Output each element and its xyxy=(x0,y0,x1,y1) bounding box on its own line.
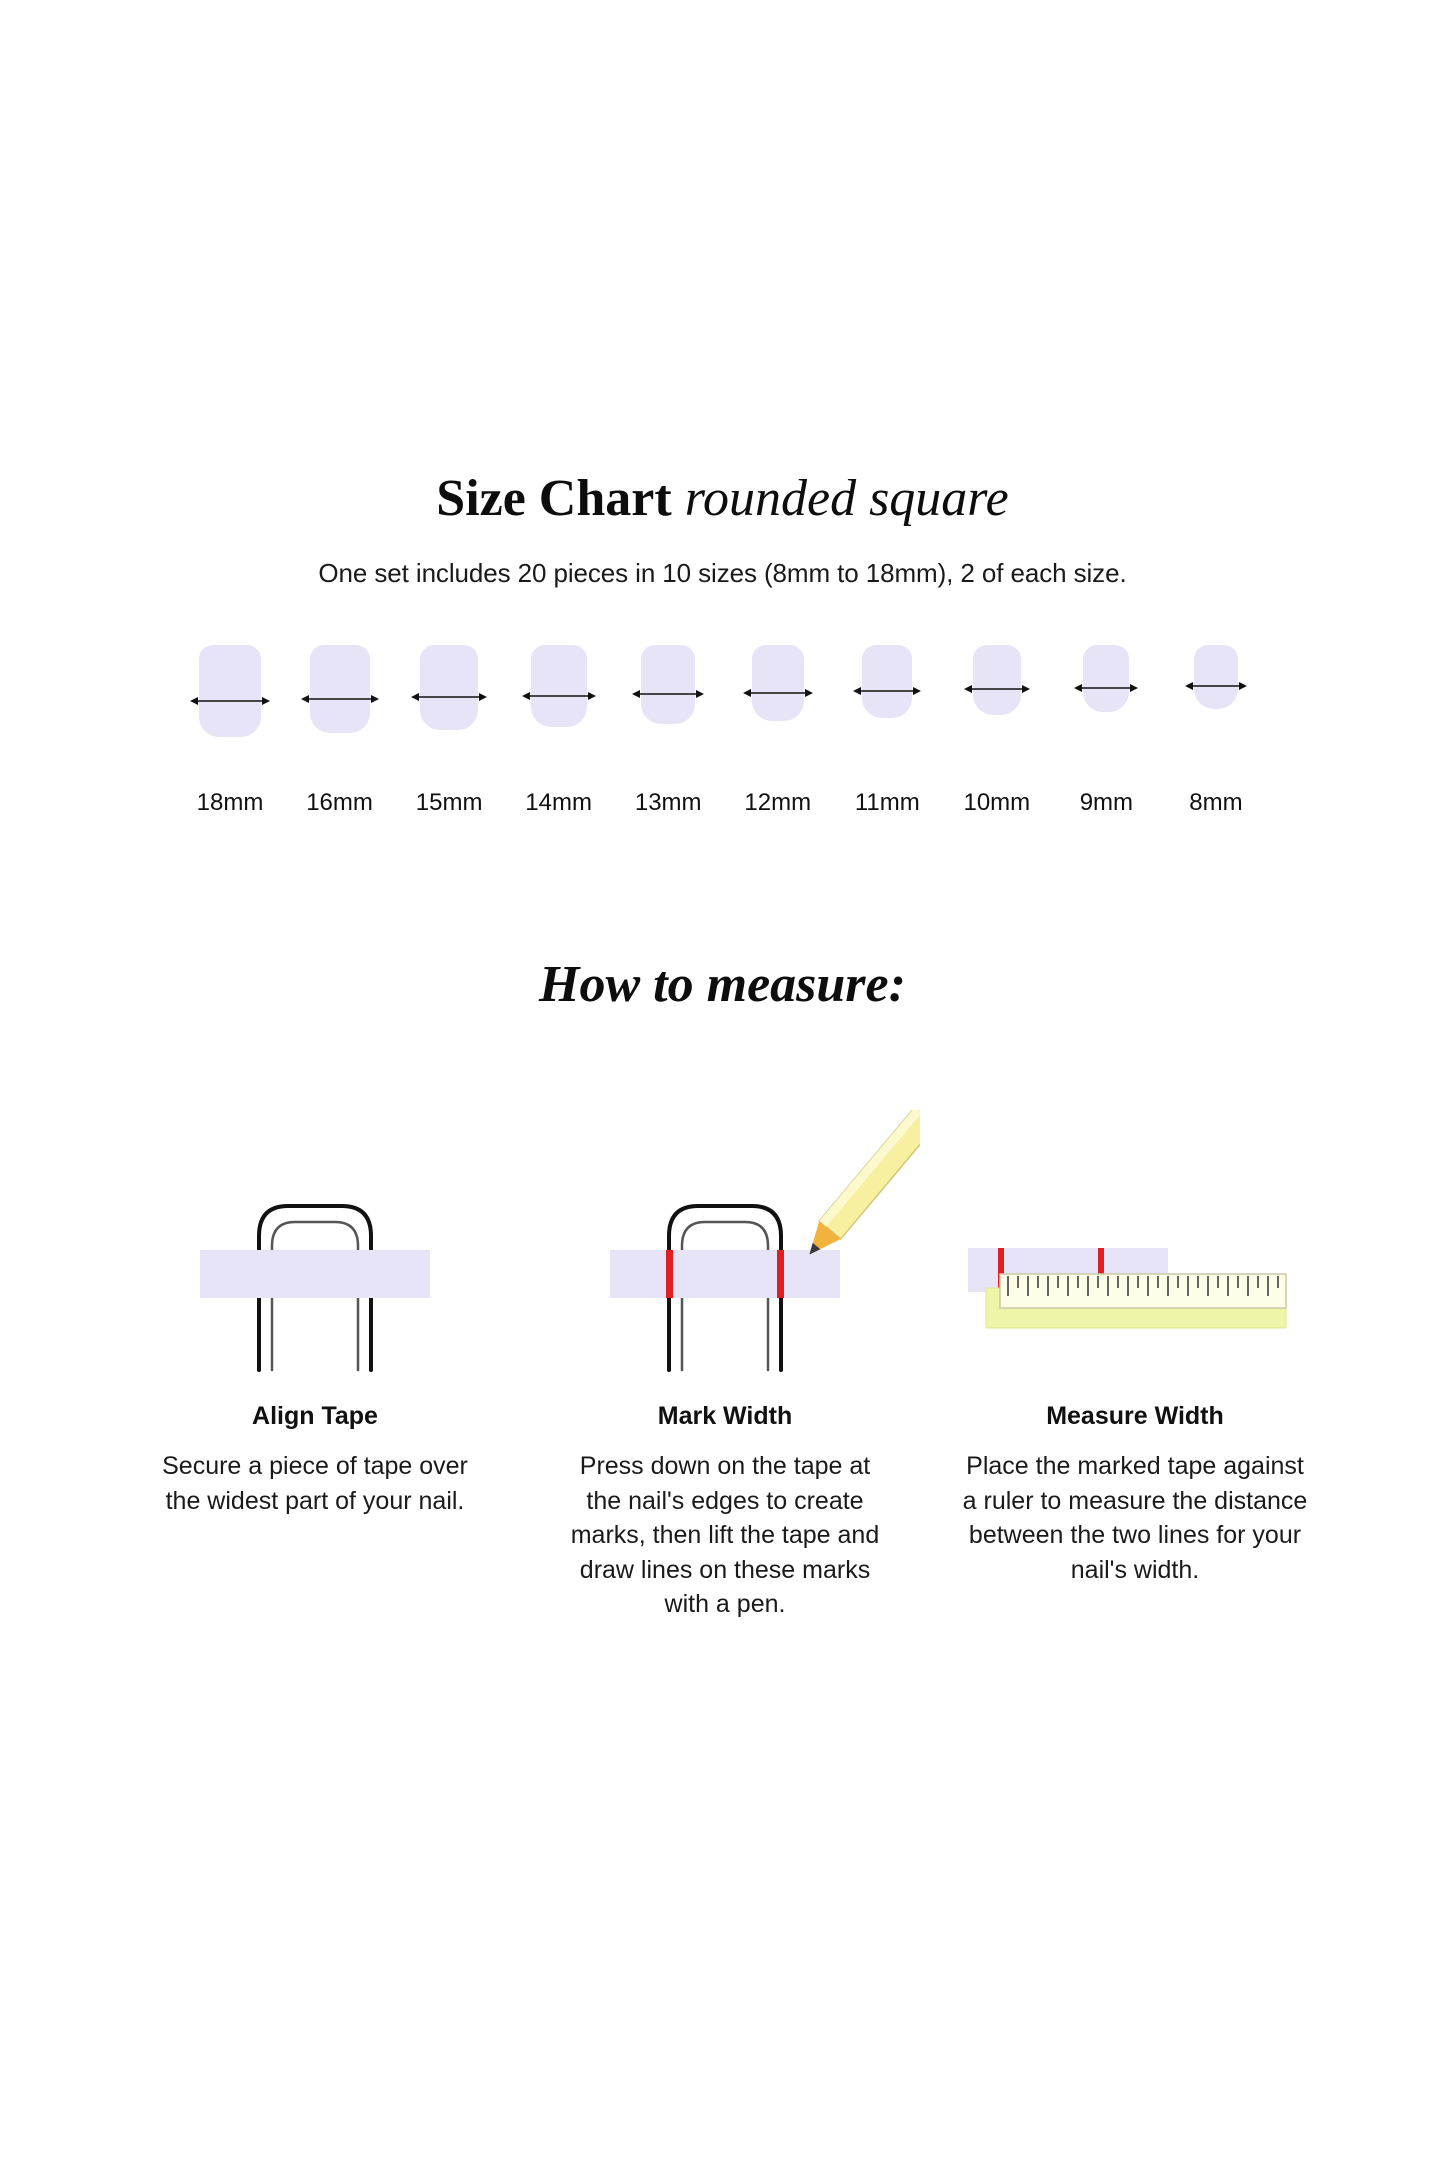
nail-shape-wrap xyxy=(840,645,934,775)
step-2-title: Mark Width xyxy=(657,1402,793,1430)
nail-size-label: 15mm xyxy=(415,789,483,816)
step-3-title: Measure Width xyxy=(1046,1402,1224,1430)
nail-shape xyxy=(420,645,478,730)
step-mark-width xyxy=(530,1110,920,1622)
nail-size-label: 11mm xyxy=(854,789,920,816)
nail-size-label: 8mm xyxy=(1189,789,1243,816)
nail-shape xyxy=(1083,645,1129,712)
how-to-measure-title: How to measure: xyxy=(539,956,906,1013)
nail-shape-wrap xyxy=(293,645,387,775)
nail-size-row xyxy=(183,645,1263,835)
step-3-illustration xyxy=(940,1110,1330,1380)
width-arrow-icon xyxy=(743,685,813,701)
width-arrow-icon xyxy=(632,686,704,702)
nail-size-cell xyxy=(621,645,715,817)
nail-size-label: 14mm xyxy=(525,789,592,816)
measure-steps xyxy=(120,1110,1330,1622)
nail-shape xyxy=(641,645,695,724)
step-1-title: Align Tape xyxy=(252,1402,378,1430)
nail-shape-wrap xyxy=(402,645,496,775)
nail-size-cell xyxy=(950,645,1044,817)
width-arrow-icon xyxy=(190,693,270,709)
nail-size-label: 12mm xyxy=(744,789,812,816)
nail-shape xyxy=(199,645,261,737)
step-2-illustration xyxy=(530,1110,920,1380)
step-measure-width xyxy=(940,1110,1330,1622)
nail-size-cell xyxy=(402,645,496,817)
nail-size-cell xyxy=(1169,645,1263,817)
nail-shape-wrap xyxy=(183,645,277,775)
nail-size-cell xyxy=(512,645,606,817)
step-1-illustration xyxy=(120,1110,510,1380)
nail-size-label: 9mm xyxy=(1079,789,1134,816)
nail-shape-wrap xyxy=(1059,645,1153,775)
nail-shape xyxy=(973,645,1021,715)
nail-size-cell xyxy=(293,645,387,817)
size-chart-subtitle: One set includes 20 pieces in 10 sizes (8mm to 18mm), 2 of each size. xyxy=(318,558,1127,588)
page-title-main: Size Chart xyxy=(436,470,672,527)
width-arrow-icon xyxy=(1074,680,1138,696)
width-arrow-icon xyxy=(1185,678,1247,694)
nail-shape-wrap xyxy=(512,645,606,775)
nail-shape xyxy=(531,645,587,727)
nail-size-cell xyxy=(840,645,934,817)
nail-shape xyxy=(862,645,912,718)
nail-size-cell xyxy=(183,645,277,817)
nail-shape-wrap xyxy=(950,645,1044,775)
width-arrow-icon xyxy=(853,683,921,699)
nail-size-label: 10mm xyxy=(963,789,1031,816)
nail-size-label: 16mm xyxy=(306,789,373,816)
nail-size-label: 13mm xyxy=(634,789,702,816)
page-title xyxy=(0,470,1445,527)
step-1-description: Secure a piece of tape over the widest part of your nail. xyxy=(162,1452,468,1515)
nail-shape xyxy=(752,645,804,721)
nail-size-cell xyxy=(731,645,825,817)
page-title-variant: rounded square xyxy=(684,470,1009,527)
nail-shape-wrap xyxy=(731,645,825,775)
width-arrow-icon xyxy=(522,688,596,704)
step-3-description: Place the marked tape against a ruler to measure the distance between the two lines for your nail's width. xyxy=(962,1452,1308,1584)
nail-shape xyxy=(1194,645,1238,709)
nail-size-cell xyxy=(1059,645,1153,817)
nail-shape-wrap xyxy=(621,645,715,775)
width-arrow-icon xyxy=(411,689,487,705)
nail-shape xyxy=(310,645,370,733)
step-align-tape xyxy=(120,1110,510,1622)
width-arrow-icon xyxy=(301,691,379,707)
width-arrow-icon xyxy=(964,681,1030,697)
step-2-description: Press down on the tape at the nail's edges to create marks, then lift the tape and draw lines on these marks with a pen. xyxy=(570,1452,880,1618)
nail-shape-wrap xyxy=(1169,645,1263,775)
nail-size-label: 18mm xyxy=(196,789,264,816)
